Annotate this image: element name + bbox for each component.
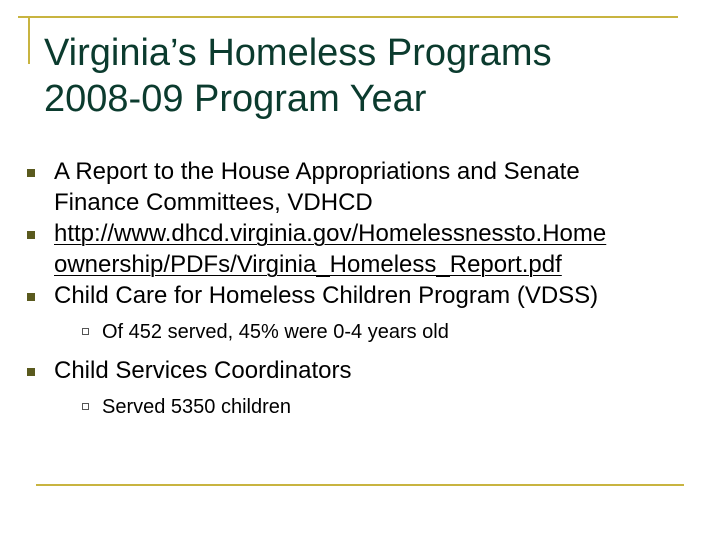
bullet-list [24,156,720,420]
report-line-1: A Report to the House Appropriations and Senate [54,158,580,185]
square-bullet-icon [27,169,35,177]
hollow-square-bullet-icon [82,403,89,410]
bottom-rule [36,484,684,486]
report-line-2: Finance Committees, VDHCD [54,189,373,216]
slide-title [44,30,552,122]
bullet-coordinators [24,355,720,386]
child-care-text: Child Care for Homeless Children Program (VDSS) [54,282,599,309]
bullet-child-care [24,280,720,311]
bullet-link[interactable] [24,218,720,280]
title-line-2: 2008-09 Program Year [44,78,427,120]
sub-bullet-served-children [24,394,720,420]
top-rule [18,16,678,18]
square-bullet-icon [27,368,35,376]
bullet-report [24,156,720,218]
report-link-line-1[interactable]: http://www.dhcd.virginia.gov/Homelessnessto.Home [54,220,607,247]
served-children-text: Served 5350 children [102,396,292,418]
served-ages-text: Of 452 served, 45% were 0-4 years old [102,321,449,343]
square-bullet-icon [27,293,35,301]
report-link-line-2[interactable]: ownership/PDFs/Virginia_Homeless_Report.pdf [54,251,562,278]
square-bullet-icon [27,231,35,239]
sub-bullet-served-ages [24,319,720,345]
hollow-square-bullet-icon [82,328,89,335]
coordinators-text: Child Services Coordinators [54,357,352,384]
title-line-1: Virginia’s Homeless Programs [44,32,552,74]
left-rule [28,16,30,64]
